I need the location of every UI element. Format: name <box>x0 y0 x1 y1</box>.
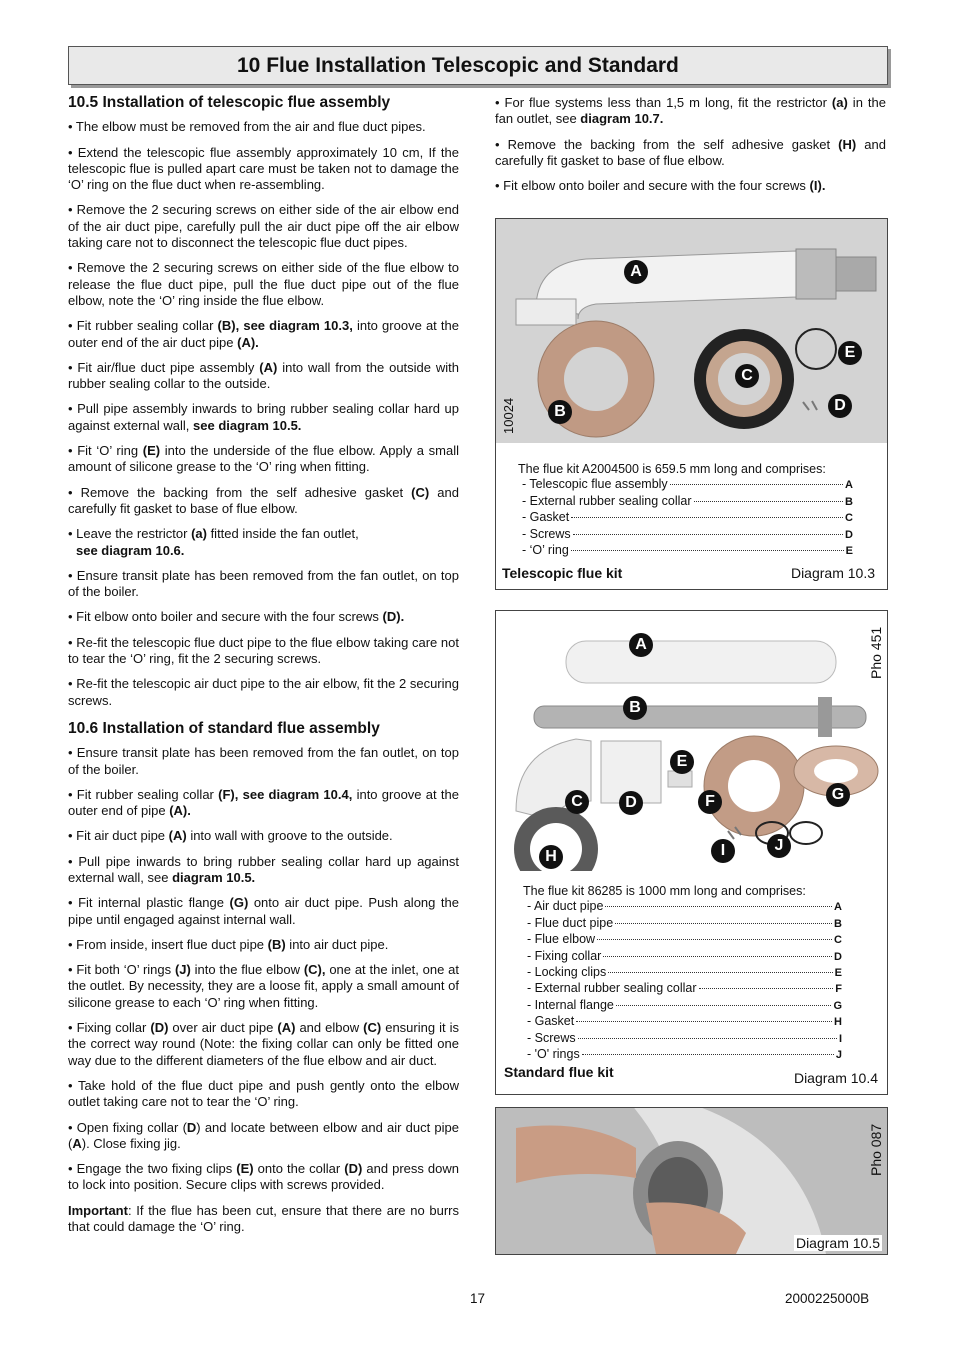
paragraph: • Open fixing collar (D) and locate between elbow and air duct pipe (A). Close fixing jig. <box>68 1119 460 1151</box>
telescopic-kit-photo <box>496 219 887 443</box>
callout-badge: I <box>711 839 735 863</box>
standard-kit-illustration <box>496 611 887 871</box>
photo-reference: Pho 087 <box>868 1123 884 1176</box>
paragraph: • Re-fit the telescopic air duct pipe to the air elbow, fit the 2 securing screws. <box>68 676 459 708</box>
paragraph: • Fit elbow onto boiler and secure with the four screws (I). <box>495 178 826 194</box>
heading-10-5: 10.5 Installation of telescopic flue assembly <box>68 94 391 111</box>
list-item: - Fixing collar D <box>527 948 842 963</box>
photo-reference: 10024 <box>501 397 516 434</box>
callout-badge: C <box>735 364 759 388</box>
list-item: - Air duct pipe A <box>527 899 842 914</box>
callout-badge: H <box>539 845 563 869</box>
callout-badge: D <box>619 791 643 815</box>
paragraph: • Leave the restrictor (a) fitted inside the fan outlet, see diagram 10.6. <box>68 526 359 558</box>
callout-badge: E <box>670 750 694 774</box>
callout-badge: C <box>565 790 589 814</box>
list-item: - Flue elbow C <box>527 932 842 947</box>
kit-name: Standard flue kit <box>504 1064 614 1080</box>
document-number: 2000225000B <box>785 1291 870 1306</box>
paragraph: • Fit both ‘O’ rings (J) into the flue elbow (C), one at the inlet, one at the outlet. By necessity, they are a loose fit, apply a small amount of silicone grease to each ‘O’ ring when fitting. <box>68 962 459 1010</box>
paragraph: • Fit air duct pipe (A) into wall with groove to the outside. <box>68 828 393 844</box>
callout-badge: G <box>826 783 850 807</box>
paragraph: • Fit ‘O’ ring (E) into the underside of the flue elbow. Apply a small amount of silicone grease to the ‘O’ ring when fitting. <box>68 443 459 475</box>
callout-badge: F <box>698 790 722 814</box>
list-item: - Gasket H <box>527 1014 842 1029</box>
left-column <box>68 95 459 1244</box>
callout-badge: A <box>629 633 653 657</box>
kit-contents-list <box>518 462 853 559</box>
photo-reference: Pho 451 <box>868 626 884 679</box>
callout-badge: E <box>838 341 862 365</box>
paragraph: • Fit rubber sealing collar (B), see diagram 10.3, into groove at the outer end of the air duct pipe (A). <box>68 318 459 350</box>
diagram-10-5 <box>495 1107 888 1255</box>
list-intro: The flue kit 86285 is 1000 mm long and comprises: <box>523 884 806 898</box>
kit-contents-list <box>523 884 842 1063</box>
section-title-bar <box>68 46 888 85</box>
paragraph: • Pull pipe inwards to bring rubber sealing collar hard up against external wall, see diagram 10.5. <box>68 853 459 885</box>
diagram-10-4 <box>495 610 888 1095</box>
list-item: - External rubber sealing collar B <box>522 493 853 508</box>
paragraph: • Remove the 2 securing screws on either side of the flue elbow to release the flue duct pipe, pull the flue duct pipe out of the flue elbow, note the ‘O’ ring inside the flue elbow. <box>68 260 459 308</box>
page-number: 17 <box>470 1291 486 1306</box>
paragraph: • Extend the telescopic flue assembly approximately 10 cm, If the telescopic flue is pulled apart care must be taken not to damage the ‘O’ ring on the flue duct when re-assembling. <box>68 144 459 193</box>
list-item: - Screws I <box>527 1030 842 1045</box>
paragraph: • Fit elbow onto boiler and secure with the four screws (D). <box>68 609 405 625</box>
paragraph: • Ensure transit plate has been removed from the fan outlet, on top of the boiler. <box>68 745 459 777</box>
callout-badge: J <box>767 834 791 858</box>
list-item: - Internal flange G <box>527 997 842 1012</box>
list-item: - 'O' rings J <box>527 1047 842 1062</box>
callout-badge: D <box>828 394 852 418</box>
paragraph: • Remove the backing from the self adhesive gasket (H) and carefully fit gasket to base of flue elbow. <box>495 136 886 168</box>
paragraph: • Ensure transit plate has been removed from the fan outlet, on top of the boiler. <box>68 567 459 600</box>
paragraph: • Remove the backing from the self adhesive gasket (C) and carefully fit gasket to base of flue elbow. <box>68 484 459 516</box>
paragraph: • Remove the 2 securing screws on either side of the air elbow end of the air duct pipe, carefully pull the air duct pipe off the air elbow taking care not to disconnect the telescopic flue duct pipes. <box>68 202 459 251</box>
list-item: - ‘O’ ring E <box>522 543 853 558</box>
list-item: - Flue duct pipe B <box>527 915 842 930</box>
callout-badge: B <box>548 400 572 424</box>
right-column <box>495 95 886 203</box>
paragraph: • Pull pipe assembly inwards to bring rubber sealing collar hard up against external wall, see diagram 10.5. <box>68 401 459 433</box>
paragraph: • Engage the two fixing clips (E) onto the collar (D) and press down to lock into position. Secure clips with screws provided. <box>68 1161 459 1193</box>
paragraph: • From inside, insert flue duct pipe (B) into air duct pipe. <box>68 936 389 952</box>
callout-badge: B <box>623 696 647 720</box>
paragraph: • Take hold of the flue duct pipe and push gently onto the elbow outlet taking care not to tear the ‘O’ ring. <box>68 1077 459 1110</box>
list-item: - External rubber sealing collar F <box>527 981 842 996</box>
paragraph: • Fit internal plastic flange (G) onto air duct pipe. Push along the pipe until engaged against internal wall. <box>68 895 459 927</box>
page-title: 10 Flue Installation Telescopic and Standard <box>237 54 679 77</box>
paragraph: • Fit air/flue duct pipe assembly (A) into wall from the outside with rubber sealing collar to the outside. <box>68 359 459 392</box>
diagram-10-3 <box>495 218 888 590</box>
diagram-label: Diagram 10.4 <box>793 1070 878 1086</box>
list-intro: The flue kit A2004500 is 659.5 mm long and comprises: <box>518 462 826 476</box>
diagram-label: Diagram 10.5 <box>795 1235 880 1251</box>
paragraph: • The elbow must be removed from the air and flue duct pipes. <box>68 119 426 135</box>
paragraph: • Re-fit the telescopic flue duct pipe to the flue elbow taking care not to tear the ‘O’ ring, fit the 2 securing screws. <box>68 634 459 667</box>
kit-name: Telescopic flue kit <box>502 565 623 581</box>
list-item: - Telescopic flue assembly A <box>522 477 853 492</box>
diagram-label: Diagram 10.3 <box>790 565 875 581</box>
installation-photo <box>496 1108 887 1254</box>
list-item: - Gasket C <box>522 510 853 525</box>
paragraph: • For flue systems less than 1,5 m long, fit the restrictor (a) in the fan outlet, see diagram 10.7. <box>495 95 886 127</box>
heading-10-6: 10.6 Installation of standard flue assembly <box>68 719 380 737</box>
paragraph: • Fit rubber sealing collar (F), see diagram 10.4, into groove at the outer end of pipe (A). <box>68 786 459 819</box>
callout-badge: A <box>624 260 648 284</box>
important-note: Important: If the flue has been cut, ensure that there are no burrs that could damage the ‘O’ ring. <box>68 1202 459 1235</box>
paragraph: • Fixing collar (D) over air duct pipe (A) and elbow (C) ensuring it is the correct way round (Note: the fixing collar can only be fitted one way due to the different diameters of the flue elbow and air duct. <box>68 1020 460 1068</box>
list-item: - Locking clips E <box>527 965 842 980</box>
list-item: - Screws D <box>522 526 853 541</box>
